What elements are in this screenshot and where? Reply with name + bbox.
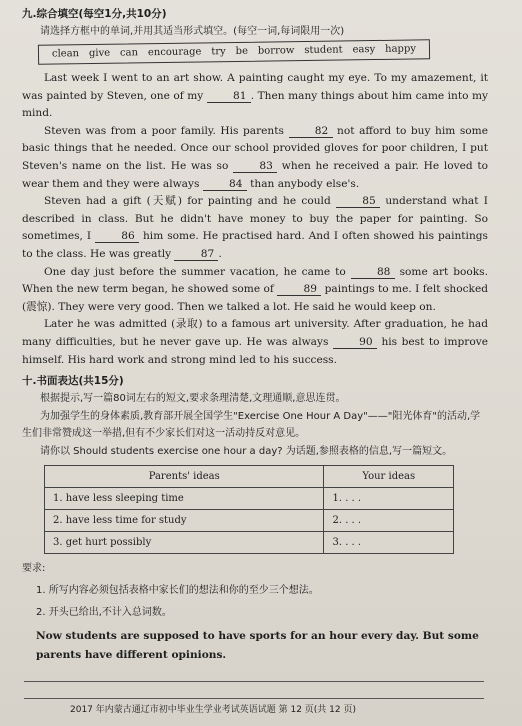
- table-cell: 3. get hurt possibly: [45, 532, 324, 554]
- word-item: happy: [385, 43, 417, 56]
- word-item: can: [119, 47, 139, 59]
- table-row: [45, 488, 454, 510]
- passage-text: One day just before the summer vacation, he came to: [44, 265, 351, 278]
- section9-title: 九.综合填空(每空1分,共10分): [22, 8, 167, 20]
- word-item: borrow: [257, 45, 295, 57]
- table-cell: 3. . . .: [324, 532, 454, 554]
- ideas-table: [44, 465, 454, 554]
- requirement-item: 2. 开头已给出,不计入总词数。: [36, 606, 172, 618]
- requirement-item: 1. 所写内容必须包括表格中家长们的想法和你的至少三个想法。: [36, 585, 319, 597]
- writing-prompt: 根据提示,写一篇80词左右的短文,要求条理清楚,文理通顺,意思连贯。: [40, 393, 346, 405]
- table-header: Parents' ideas: [45, 466, 324, 488]
- page-footer: 2017 年内蒙古通辽市初中毕业生学业考试英语试题 第 12 页(共 12 页): [70, 705, 356, 716]
- table-row: [45, 510, 454, 532]
- passage-paragraph: [22, 70, 488, 123]
- writing-topic: 请你以 Should students exercise one hour a day? 为话题,参照表格的信息,写一篇短文。: [40, 445, 453, 457]
- passage-text: Later he was admitted (录取) to a famous art university. After graduation, he had many difficulties, but he never gave up. He was always: [22, 318, 488, 348]
- passage-text: his best to improve himself. His hard work and strong mind led to his success.: [22, 335, 488, 366]
- passage-paragraph: [22, 264, 488, 317]
- requirements-title: 要求:: [22, 563, 46, 575]
- passage-text: Last week I went to an art show. A painting caught my eye. To my amazement, it was painted by Steven, one of my: [22, 72, 488, 102]
- passage-text: .: [218, 247, 222, 260]
- blank-88[interactable]: 88: [351, 266, 395, 279]
- table-cell: 1. have less sleeping time: [45, 488, 324, 510]
- passage-text: than anybody else's.: [246, 177, 360, 190]
- word-box: [38, 39, 430, 64]
- passage-paragraph: [22, 193, 488, 263]
- essay-opening: Now students are supposed to have sports for an hour every day. But some parents have different opinions.: [36, 630, 479, 662]
- table-cell: 2. . . .: [324, 510, 454, 532]
- word-item: student: [304, 44, 343, 57]
- passage-text: not afford to buy him some basic things that he needed. Once our school provided gloves for poor children, I put Steven's name on the list. He was so: [22, 124, 488, 172]
- word-item: try: [211, 46, 226, 58]
- blank-89[interactable]: 89: [277, 283, 321, 296]
- passage-paragraph: [22, 316, 488, 369]
- table-cell: 2. have less time for study: [45, 510, 324, 532]
- passage-text: . Then many things about him came into my mind.: [22, 89, 489, 120]
- section9-instruction: 请选择方框中的单词,并用其适当形式填空。(每空一词,每词限用一次): [40, 26, 345, 37]
- passage-text: some art books. When the new term began, he showed some of: [22, 265, 488, 296]
- blank-81[interactable]: 81: [207, 90, 251, 103]
- section10-title: 十.书面表达(共15分): [22, 375, 124, 388]
- word-item: easy: [352, 44, 376, 56]
- passage-text: paintings to me. I felt shocked (震惊). They were very good. Then we talked a lot. He said he would keep on.: [22, 283, 488, 313]
- table-header: Your ideas: [324, 466, 454, 488]
- passage-text: him some. He practised hard. And I often showed his paintings to the class. He was greatly: [22, 230, 488, 260]
- passage-paragraph: [22, 123, 488, 193]
- table-header-row: [45, 466, 454, 488]
- blank-85[interactable]: 85: [336, 195, 380, 208]
- table-cell: 1. . . .: [324, 488, 454, 510]
- table-row: [45, 532, 454, 554]
- passage-text: Steven was from a poor family. His parents: [44, 124, 289, 137]
- writing-line[interactable]: [24, 682, 484, 699]
- passage-text: Steven had a gift (天赋) for painting and he could: [44, 195, 337, 208]
- word-item: clean: [51, 48, 80, 60]
- blank-83[interactable]: 83: [233, 160, 277, 173]
- writing-line[interactable]: [24, 665, 484, 682]
- passage-text: understand what I described in class. But he didn't have money to buy the paper for painting. So sometimes, I: [22, 195, 488, 243]
- word-item: give: [88, 47, 111, 60]
- cloze-passage: [22, 70, 488, 369]
- blank-82[interactable]: 82: [289, 125, 333, 138]
- blank-87[interactable]: 87: [174, 248, 218, 261]
- section10: [22, 373, 488, 699]
- word-item: encourage: [147, 46, 202, 59]
- passage-text: when he received a pair. He loved to wear them and they were always: [22, 159, 488, 190]
- writing-background: 为加强学生的身体素质,教育部开展全国学生"Exercise One Hour A Day"——"阳光体育"的活动,学生们非常赞成这一举措,但有不少家长们对这一活动持反对意见。: [22, 410, 481, 440]
- word-item: be: [235, 46, 249, 58]
- blank-90[interactable]: 90: [333, 336, 377, 349]
- blank-84[interactable]: 84: [203, 178, 247, 191]
- blank-86[interactable]: 86: [95, 230, 139, 243]
